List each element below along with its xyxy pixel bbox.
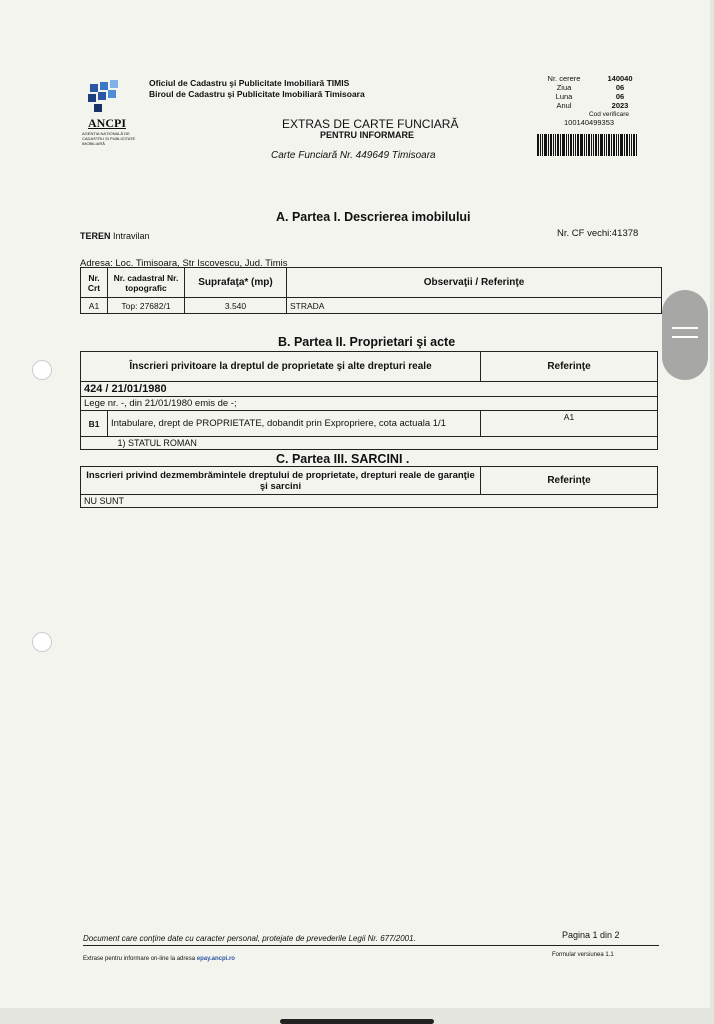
adresa-label: Adresa: [80, 258, 113, 269]
entry-number: 424 / 21/01/1980 [81, 382, 658, 397]
form-version: Formular versiunea 1.1 [552, 952, 614, 958]
barcode-bar [629, 134, 630, 156]
barcode-bar [620, 134, 623, 156]
barcode-bar [577, 134, 579, 156]
barcode-bar [575, 134, 576, 156]
barcode-bar [580, 134, 583, 156]
barcode-bar [537, 134, 539, 156]
office-line-2: Biroul de Cadastru şi Publicitate Imobiliară Timisoara [149, 89, 365, 99]
adresa-value: Loc. Timisoara, Str Iscovescu, Jud. Timis [115, 258, 288, 269]
cf-vechi: Nr. CF vechi:41378 [557, 228, 639, 239]
barcode-bar [548, 134, 549, 156]
home-indicator[interactable] [280, 1019, 434, 1024]
request-value: 140040 [607, 74, 633, 83]
barcode-bar [557, 134, 559, 156]
col-inscrieri-sarcini: Inscrieri privind dezmembrămintele dreptului de proprietate, drepturi reale de garanţie şi sarcini [81, 467, 481, 495]
scroll-handle[interactable] [662, 290, 708, 380]
b1-label: B1 [81, 411, 108, 437]
request-label: Ziua [556, 83, 572, 92]
request-label: Nr. cerere [547, 74, 581, 83]
teren-value: Intravilan [113, 231, 150, 241]
barcode-bar [542, 134, 543, 156]
cod-value: 100140499353 [564, 118, 615, 127]
b1-ref: A1 [481, 411, 658, 437]
col-referinte: Referinţe [481, 352, 658, 382]
section-b-table [80, 351, 658, 450]
barcode-bar [568, 134, 569, 156]
barcode-bar [616, 134, 617, 156]
col-suprafata: Suprafaţa* (mp) [185, 268, 287, 298]
barcode [537, 134, 651, 156]
barcode-bar [566, 134, 567, 156]
cod-label: Cod verificare [588, 111, 630, 118]
barcode-bar [611, 134, 612, 156]
request-label: Anul [556, 101, 572, 110]
barcode-bar [626, 134, 628, 156]
table-cell: STRADA [287, 298, 662, 314]
teren-label: TEREN [80, 231, 111, 241]
barcode-bar [550, 134, 552, 156]
barcode-bar [588, 134, 590, 156]
barcode-bar [600, 134, 603, 156]
barcode-bar [544, 134, 547, 156]
barcode-bar [608, 134, 610, 156]
request-value: 06 [615, 92, 625, 101]
logo-subtext: AGENȚIA NAȚIONALĂ DE CADASTRU ȘI PUBLICITATE IMOBILIARĂ [82, 131, 136, 146]
barcode-bar [570, 134, 572, 156]
barcode-bar [606, 134, 607, 156]
barcode-bar [624, 134, 625, 156]
section-b-title: B. Partea II. Proprietari şi acte [278, 335, 456, 349]
col-nr-crt: Nr. Crt [81, 268, 108, 298]
table-cell: A1 [81, 298, 108, 314]
section-a-table [80, 267, 662, 314]
doc-title: EXTRAS DE CARTE FUNCIARĂ [282, 117, 459, 131]
cf-line: Carte Funciară Nr. 449649 Timisoara [271, 150, 436, 161]
barcode-bar [591, 134, 592, 156]
logo-text: ANCPI [88, 116, 126, 130]
menu-lines-icon [672, 327, 698, 338]
request-label: Luna [555, 92, 573, 101]
barcode-bar [553, 134, 554, 156]
barcode-bar [636, 134, 637, 156]
office-line-1: Oficiul de Cadastru şi Publicitate Imobiliară TIMIS [149, 78, 350, 88]
section-c-table [80, 466, 658, 508]
ancpi-logo [82, 80, 152, 150]
col-referinte-c: Referinţe [481, 467, 658, 495]
logo-mark-icon [86, 80, 126, 116]
barcode-bar [618, 134, 619, 156]
section-c-title: C. Partea III. SARCINI . [276, 452, 410, 466]
barcode-bar [595, 134, 597, 156]
teren-line [80, 231, 150, 241]
barcode-bar [562, 134, 565, 156]
barcode-bar [586, 134, 587, 156]
barcode-bar [631, 134, 632, 156]
request-value: 2023 [611, 101, 629, 110]
online-link[interactable]: epay.ancpi.ro [196, 956, 235, 962]
barcode-bar [613, 134, 615, 156]
barcode-bar [604, 134, 605, 156]
punch-hole [32, 632, 52, 652]
section-a-title: A. Partea I. Descrierea imobilului [276, 210, 471, 224]
online-line [83, 956, 235, 962]
page-number: Pagina 1 din 2 [562, 930, 620, 940]
lege-line: Lege nr. -, din 21/01/1980 emis de -; [81, 397, 658, 411]
col-nr-cadastral: Nr. cadastral Nr. topografic [108, 268, 185, 298]
barcode-bar [560, 134, 561, 156]
table-cell: 3.540 [185, 298, 287, 314]
barcode-bar [540, 134, 541, 156]
barcode-bar [584, 134, 585, 156]
barcode-bar [573, 134, 574, 156]
request-box [538, 74, 650, 127]
sarcini-value: NU SUNT [81, 495, 658, 508]
col-inscrieri: Înscrieri privitoare la dreptul de proprietate şi alte drepturi reale [81, 352, 481, 382]
punch-hole [32, 360, 52, 380]
footer-note: Document care conţine date cu caracter personal, protejate de prevederile Legii Nr. 677/2001. [83, 934, 659, 946]
barcode-bar [598, 134, 599, 156]
owner-line: 1) STATUL ROMAN [108, 437, 658, 450]
barcode-bar [555, 134, 556, 156]
doc-subtitle: PENTRU INFORMARE [320, 130, 414, 140]
online-text: Extrase pentru informare on-line la adresa [83, 956, 196, 962]
col-observatii: Observaţii / Referinţe [287, 268, 662, 298]
barcode-bar [593, 134, 594, 156]
table-cell: Top: 27682/1 [108, 298, 185, 314]
b1-text: Intabulare, drept de PROPRIETATE, dobandit prin Expropriere, cota actuala 1/1 [108, 411, 481, 437]
request-value: 06 [615, 83, 625, 92]
barcode-bar [633, 134, 635, 156]
